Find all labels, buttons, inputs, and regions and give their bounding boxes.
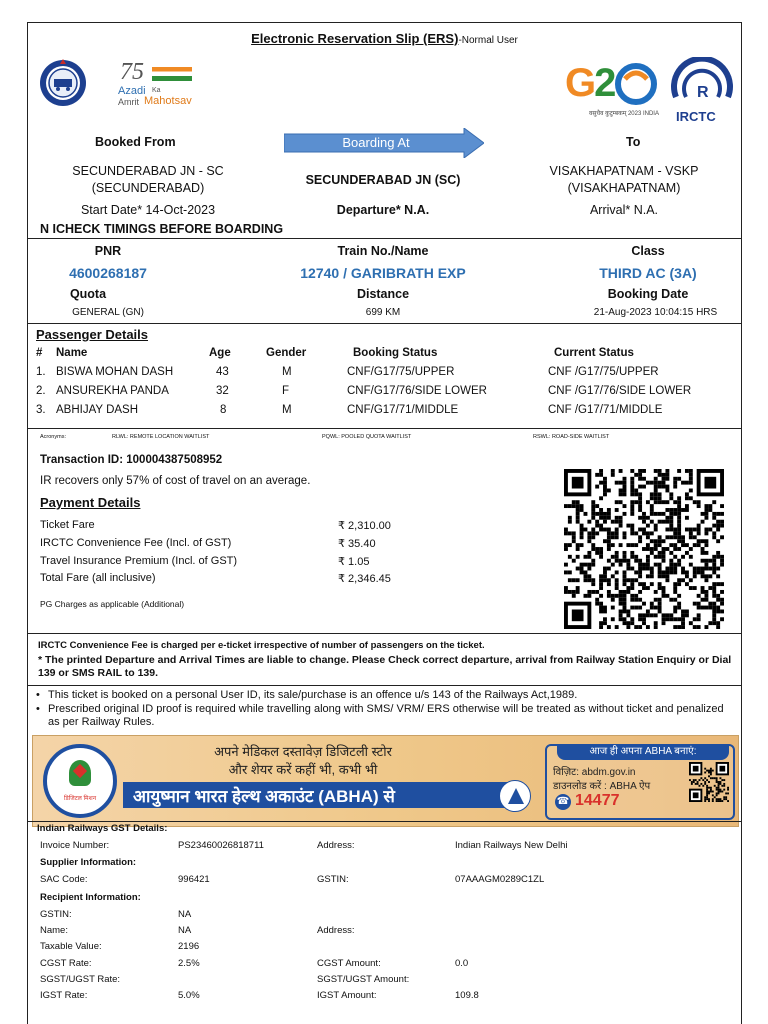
abha-banner[interactable] — [32, 735, 739, 827]
igst-amount: 109.8 — [455, 990, 479, 1001]
passenger-name: BISWA MOHAN DASH — [56, 366, 174, 378]
payment-label: Travel Insurance Premium (Incl. of GST) — [40, 555, 238, 567]
passenger-booking-status: CNF/G17/76/SIDE LOWER — [347, 385, 487, 397]
indian-railways-logo — [38, 55, 88, 111]
mahotsav-text: Mahotsav — [144, 95, 192, 107]
payment-label: Ticket Fare — [40, 519, 95, 531]
banner-main-text: आयुष्मान भारत हेल्थ अकाउंट (ABHA) से — [133, 787, 395, 806]
distance-label: Distance — [356, 287, 410, 301]
ticket-title — [28, 31, 741, 46]
divider — [28, 821, 741, 822]
passenger-gender: M — [282, 404, 292, 416]
passenger-details-title: Passenger Details — [36, 327, 149, 342]
recipient-name: NA — [178, 925, 192, 936]
invoice-label: Invoice Number: — [40, 840, 110, 851]
passenger-gender: M — [282, 366, 292, 378]
payment-amount: ₹ 2,346.45 — [338, 573, 391, 585]
taxable-value-label: Taxable Value: — [40, 941, 102, 952]
abha-visit-text: विज़िट: abdm.gov.in — [553, 767, 636, 778]
gst-title: Indian Railways GST Details: — [37, 823, 168, 834]
taxable-value: 2196 — [178, 941, 200, 952]
col-name: Name — [56, 347, 88, 359]
departure-time: Departure* N.A. — [336, 203, 430, 217]
pg-charges-note: PG Charges as applicable (Additional) — [40, 599, 185, 609]
phone-icon: ☎ — [555, 794, 571, 810]
passenger-gender: F — [282, 385, 290, 397]
banner-line1: अपने मेडिकल दस्तावेज़ डिजिटली स्टोर — [214, 744, 392, 759]
divider — [28, 633, 741, 634]
ers-title: Electronic Reservation Slip (ERS) — [251, 31, 459, 46]
timing-note: N ICHECK TIMINGS BEFORE BOARDING — [40, 222, 284, 236]
payment-amount: ₹ 2,310.00 — [338, 520, 391, 532]
acronyms-label: Acronyms: — [40, 434, 66, 440]
convenience-fee-note: IRCTC Convenience Fee is charged per e-ticket irrespective of number of passengers on the ticket. — [38, 640, 485, 651]
payment-amount: ₹ 1.05 — [338, 556, 370, 568]
ers-title-suffix: -Normal User — [458, 35, 518, 46]
passenger-age: 32 — [216, 385, 229, 397]
g20-logo: G2 वसुधैव कुटुम्बकम् 2023 INDIA — [565, 61, 659, 117]
abha-cta-title: आज ही अपना ABHA बनाएं: — [557, 744, 729, 760]
train-label: Train No./Name — [337, 244, 429, 258]
acronym-rswl: RSWL: ROAD-SIDE WAITLIST — [533, 434, 610, 440]
invoice-number: PS23460026818711 — [178, 840, 264, 851]
banner-line2: और शेयर करें कहीं भी, कभी भी — [228, 762, 378, 777]
azadi-ka-amrit-mahotsav-logo — [116, 59, 206, 109]
ticket-rules-list — [32, 689, 737, 730]
passenger-current-status: CNF /G17/76/SIDE LOWER — [548, 385, 692, 397]
igst-amount-label: IGST Amount: — [317, 990, 377, 1001]
svg-text:R: R — [697, 84, 709, 101]
acronym-pqwl: PQWL: POOLED QUOTA WAITLIST — [322, 434, 412, 440]
passenger-name: ABHIJAY DASH — [56, 404, 139, 416]
to-label: To — [626, 135, 641, 149]
distance-value: 699 KM — [365, 307, 401, 318]
from-station: SECUNDERABAD JN - SC — [72, 164, 224, 178]
class-value: THIRD AC (3A) — [599, 265, 697, 281]
transaction-id: Transaction ID: 100004387508952 — [40, 454, 223, 466]
supplier-info-title: Supplier Information: — [40, 857, 137, 868]
train-value: 12740 / GARIBRATH EXP — [300, 265, 466, 281]
divider — [28, 685, 741, 686]
passenger-booking-status: CNF/G17/71/MIDDLE — [347, 404, 459, 416]
irctc-label: IRCTC — [676, 109, 716, 124]
payment-amount: ₹ 35.40 — [338, 538, 376, 550]
passenger-index: 2. — [36, 385, 46, 397]
recipient-name-label: Name: — [40, 925, 68, 936]
divider — [28, 238, 741, 239]
quota-value: GENERAL (GN) — [72, 307, 144, 318]
start-date: Start Date* 14-Oct-2023 — [80, 203, 216, 217]
cgst-amount: 0.0 — [455, 958, 469, 969]
supplier-address: Indian Railways New Delhi — [455, 840, 568, 851]
recipient-info-title: Recipient Information: — [40, 892, 141, 903]
timing-change-note: * The printed Departure and Arrival Times are liable to change. Please Check correct departure, arrival from Railway Station Enquiry or Dial 139 or SMS RAIL to 139. — [38, 654, 732, 679]
cost-recovery-note: IR recovers only 57% of cost of travel on an average. — [40, 475, 311, 487]
passenger-index: 3. — [36, 404, 46, 416]
passenger-booking-status: CNF/G17/75/UPPER — [347, 366, 455, 378]
azadi-text: Azadi — [118, 85, 146, 97]
irctc-logo — [668, 57, 736, 127]
supplier-gstin-label: GSTIN: — [317, 874, 349, 885]
col-booking-status: Booking Status — [353, 347, 438, 359]
to-station: VISAKHAPATNAM - VSKP — [549, 164, 699, 178]
passenger-name: ANSUREKHA PANDA — [56, 385, 169, 397]
address-label: Address: — [317, 840, 355, 851]
abha-app-icon — [499, 780, 531, 812]
acronym-rlwl: RLWL: REMOTE LOCATION WAITLIST — [112, 434, 210, 440]
payment-label: Total Fare (all inclusive) — [40, 572, 156, 584]
sgst-rate-label: SGST/UGST Rate: — [40, 974, 121, 985]
recipient-gstin-label: GSTIN: — [40, 909, 72, 920]
rule-item: • Prescribed original ID proof is required while travelling along with SMS/ VRM/ ERS otherwise will be treated as without ticket and penalized as per Railway Rules. — [32, 703, 737, 730]
col-gender: Gender — [266, 347, 307, 359]
amrit-text: Amrit — [118, 97, 139, 107]
pnr-value: 4600268187 — [69, 265, 147, 281]
cgst-rate: 2.5% — [178, 958, 200, 969]
passenger-age: 43 — [216, 366, 229, 378]
payment-label: IRCTC Convenience Fee (Incl. of GST) — [40, 537, 232, 549]
booking-date-label: Booking Date — [607, 287, 689, 301]
quota-label: Quota — [69, 287, 107, 301]
passenger-index: 1. — [36, 366, 46, 378]
azadi-75: 75 — [120, 59, 144, 85]
supplier-gstin: 07AAAGM0289C1ZL — [455, 874, 545, 885]
divider — [28, 323, 741, 324]
igst-rate: 5.0% — [178, 990, 200, 1001]
divider — [28, 428, 741, 429]
ers-ticket — [27, 22, 742, 1024]
payment-details-title: Payment Details — [40, 495, 141, 510]
ka-text: Ka — [152, 87, 161, 94]
ndhm-logo-text: डिजिटल मिशन — [63, 796, 97, 802]
class-label: Class — [631, 244, 665, 258]
booking-date-value: 21-Aug-2023 10:04:15 HRS — [593, 307, 718, 318]
col-age: Age — [209, 347, 231, 359]
arrival-time: Arrival* N.A. — [589, 203, 659, 217]
passenger-current-status: CNF /G17/75/UPPER — [548, 366, 659, 378]
abha-phone-number: 14477 — [575, 792, 620, 809]
passenger-current-status: CNF /G17/71/MIDDLE — [548, 404, 663, 416]
col-index: # — [36, 347, 43, 359]
sac-label: SAC Code: — [40, 874, 88, 885]
ndhm-logo — [43, 744, 117, 818]
flag-stripe — [152, 67, 192, 81]
cgst-amount-label: CGST Amount: — [317, 958, 381, 969]
abha-qr-icon — [689, 762, 729, 802]
recipient-gstin: NA — [178, 909, 192, 920]
passenger-age: 8 — [220, 404, 227, 416]
cgst-rate-label: CGST Rate: — [40, 958, 92, 969]
ticket-qr-code — [564, 469, 724, 629]
sgst-amount-label: SGST/UGST Amount: — [317, 974, 410, 985]
sac-code: 996421 — [178, 874, 210, 885]
abha-cta-box[interactable] — [545, 744, 735, 820]
boarding-station: SECUNDERABAD JN (SC) — [305, 173, 461, 187]
igst-rate-label: IGST Rate: — [40, 990, 88, 1001]
rule-item: • This ticket is booked on a personal User ID, its sale/purchase is an offence u/s 143 of the Railways Act,1989. — [32, 689, 737, 703]
booked-from-label: Booked From — [95, 135, 176, 149]
to-city: (VISAKHAPATNAM) — [567, 181, 681, 195]
pnr-label: PNR — [94, 244, 122, 258]
abha-download-text: डाउनलोड करें : ABHA ऐप — [553, 781, 651, 792]
boarding-at-label: Boarding At — [342, 135, 410, 150]
recipient-address-label: Address: — [317, 925, 355, 936]
col-current-status: Current Status — [554, 347, 634, 359]
from-city: (SECUNDERABAD) — [91, 181, 205, 195]
boarding-at-arrow — [284, 128, 484, 158]
